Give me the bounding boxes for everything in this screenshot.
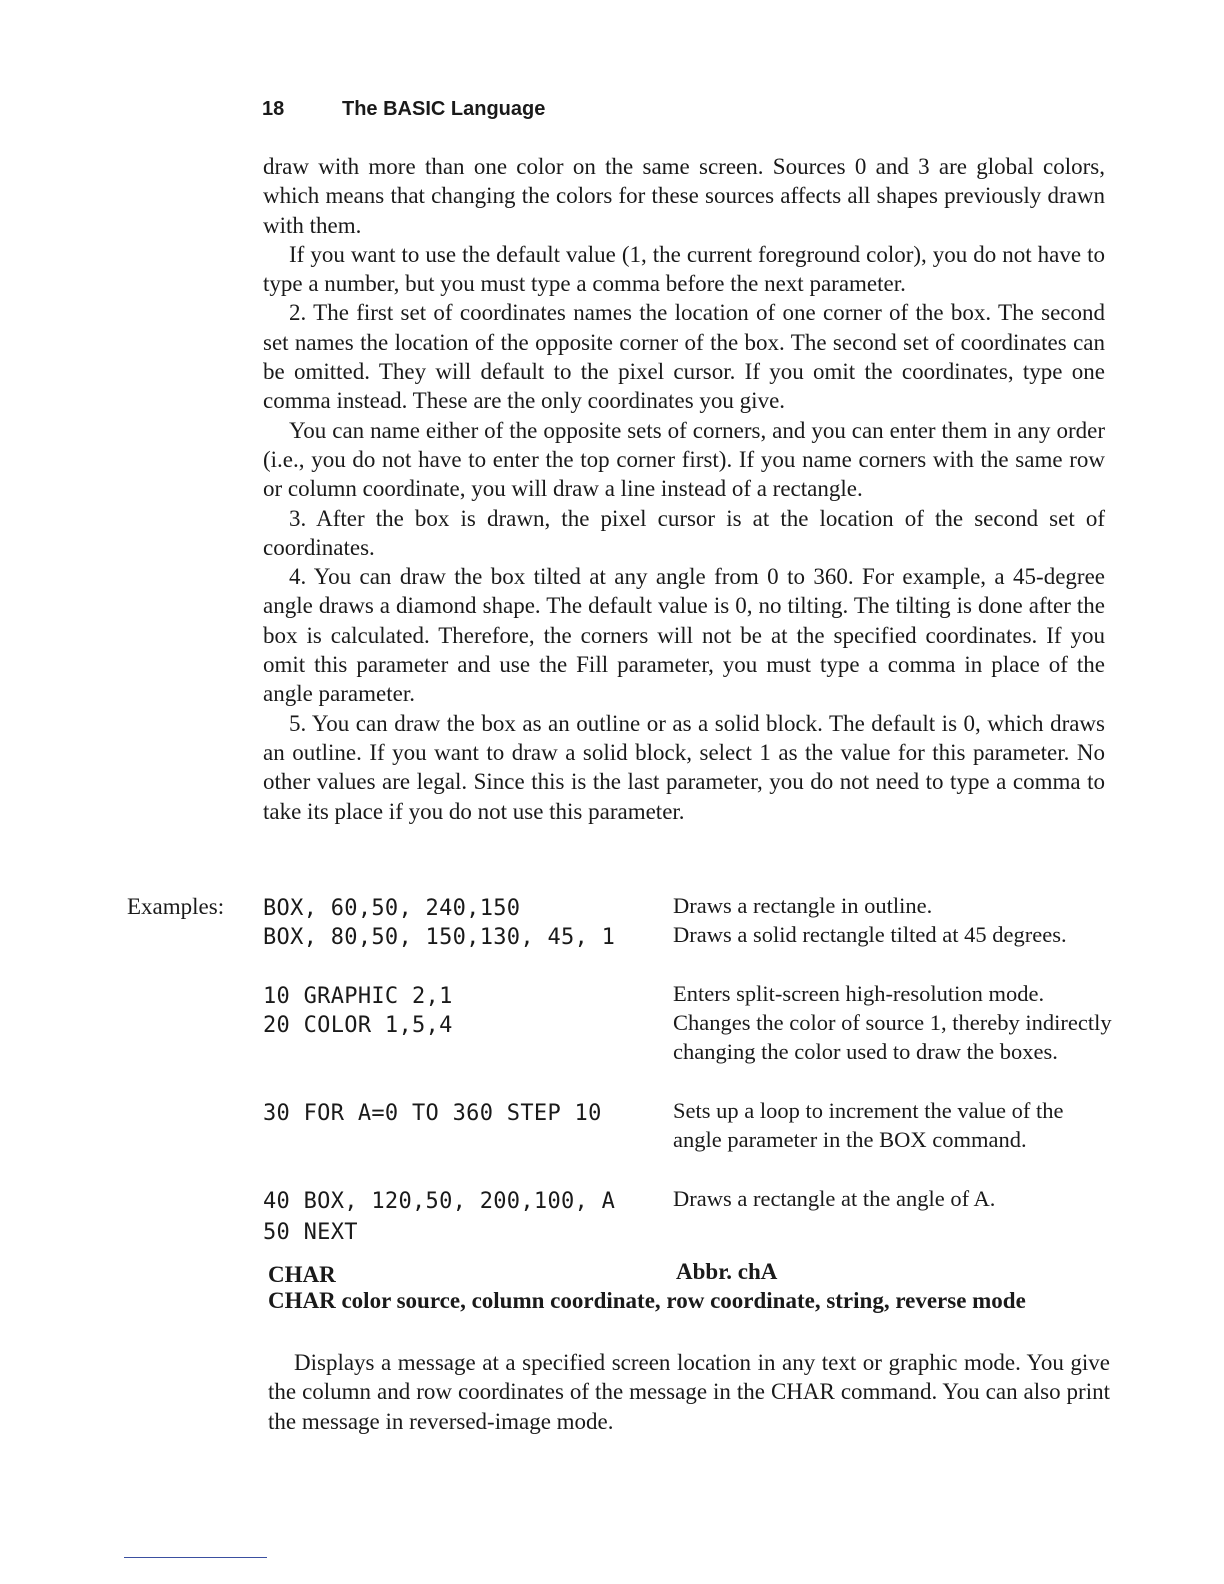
example-code: 30 FOR A=0 TO 360 STEP 10 [263, 1101, 602, 1126]
example-code: BOX, 60,50, 240,150 [263, 896, 521, 921]
paragraph: draw with more than one color on the same screen. Sources 0 and 3 are global colors, which means that changing the colors for these sources affects all shapes previously drawn with them. [263, 154, 1105, 238]
example-description: Draws a rectangle in outline. [673, 893, 933, 918]
command-description [268, 1348, 1110, 1436]
footnote-rule [124, 1557, 267, 1558]
paragraph: 4. You can draw the box tilted at any angle from 0 to 360. For example, a 45-degree angle draws a diamond shape. The default value is 0, no tilting. The tilting is done after the box is calculated. Therefore, the corners will not be at the specified coordinates. If you omit this parameter and use the Fill parameter, you must type a comma in place of the angle parameter. [263, 564, 1105, 707]
command-abbreviation: Abbr. chA [676, 1259, 778, 1284]
command-name: CHAR [268, 1262, 336, 1287]
example-description: Enters split-screen high-resolution mode. [673, 981, 1045, 1006]
example-code: 50 NEXT [263, 1220, 358, 1245]
command-syntax: CHAR color source, column coordinate, row coordinate, string, reverse mode [268, 1288, 1026, 1313]
paragraph: You can name either of the opposite sets of corners, and you can enter them in any order (i.e., you do not have to enter the top corner first). If you name corners with the same row or column coordinate, you will draw a line instead of a rectangle. [263, 417, 1105, 502]
examples-label: Examples: [127, 894, 225, 919]
example-code: BOX, 80,50, 150,130, 45, 1 [263, 925, 616, 950]
paragraph: 3. After the box is drawn, the pixel cursor is at the location of the second set of coordinates. [263, 505, 1105, 560]
example-code: 10 GRAPHIC 2,1 [263, 984, 453, 1009]
paragraph: 2. The first set of coordinates names the location of one corner of the box. The second set names the location of the opposite corner of the box. The second set of coordinates can be omitted. They will default to the pixel cursor. If you omit the coordinates, type one comma instead. These are the only coordinates you give. [263, 300, 1105, 414]
example-description: Changes the color of source 1, thereby indirectly changing the color used to draw the boxes. [673, 1010, 1112, 1065]
example-code: 20 COLOR 1,5,4 [263, 1013, 453, 1038]
example-description: Draws a rectangle at the angle of A. [673, 1186, 996, 1211]
running-title: The BASIC Language [342, 98, 546, 120]
paragraph: 5. You can draw the box as an outline or as a solid block. The default is 0, which draws an outline. If you want to draw a solid block, select 1 as the value for this parameter. No other values are legal. Since this is the last parameter, you do not need to type a comma to take its place if you do not use this parameter. [263, 710, 1105, 824]
example-description: Draws a solid rectangle tilted at 45 degrees. [673, 922, 1067, 947]
example-code: 40 BOX, 120,50, 200,100, A [263, 1189, 616, 1214]
paragraph: If you want to use the default value (1, the current foreground color), you do not have to type a number, but you must type a comma before the next parameter. [263, 241, 1105, 297]
paragraph: Displays a message at a specified screen location in any text or graphic mode. You give the column and row coordinates of the message in the CHAR command. You can also print the message in reversed-image mode. [268, 1350, 1110, 1434]
running-header [262, 98, 545, 121]
body-text [263, 152, 1105, 826]
example-description: Sets up a loop to increment the value of the angle parameter in the BOX command. [673, 1098, 1064, 1153]
page-number: 18 [262, 98, 285, 120]
